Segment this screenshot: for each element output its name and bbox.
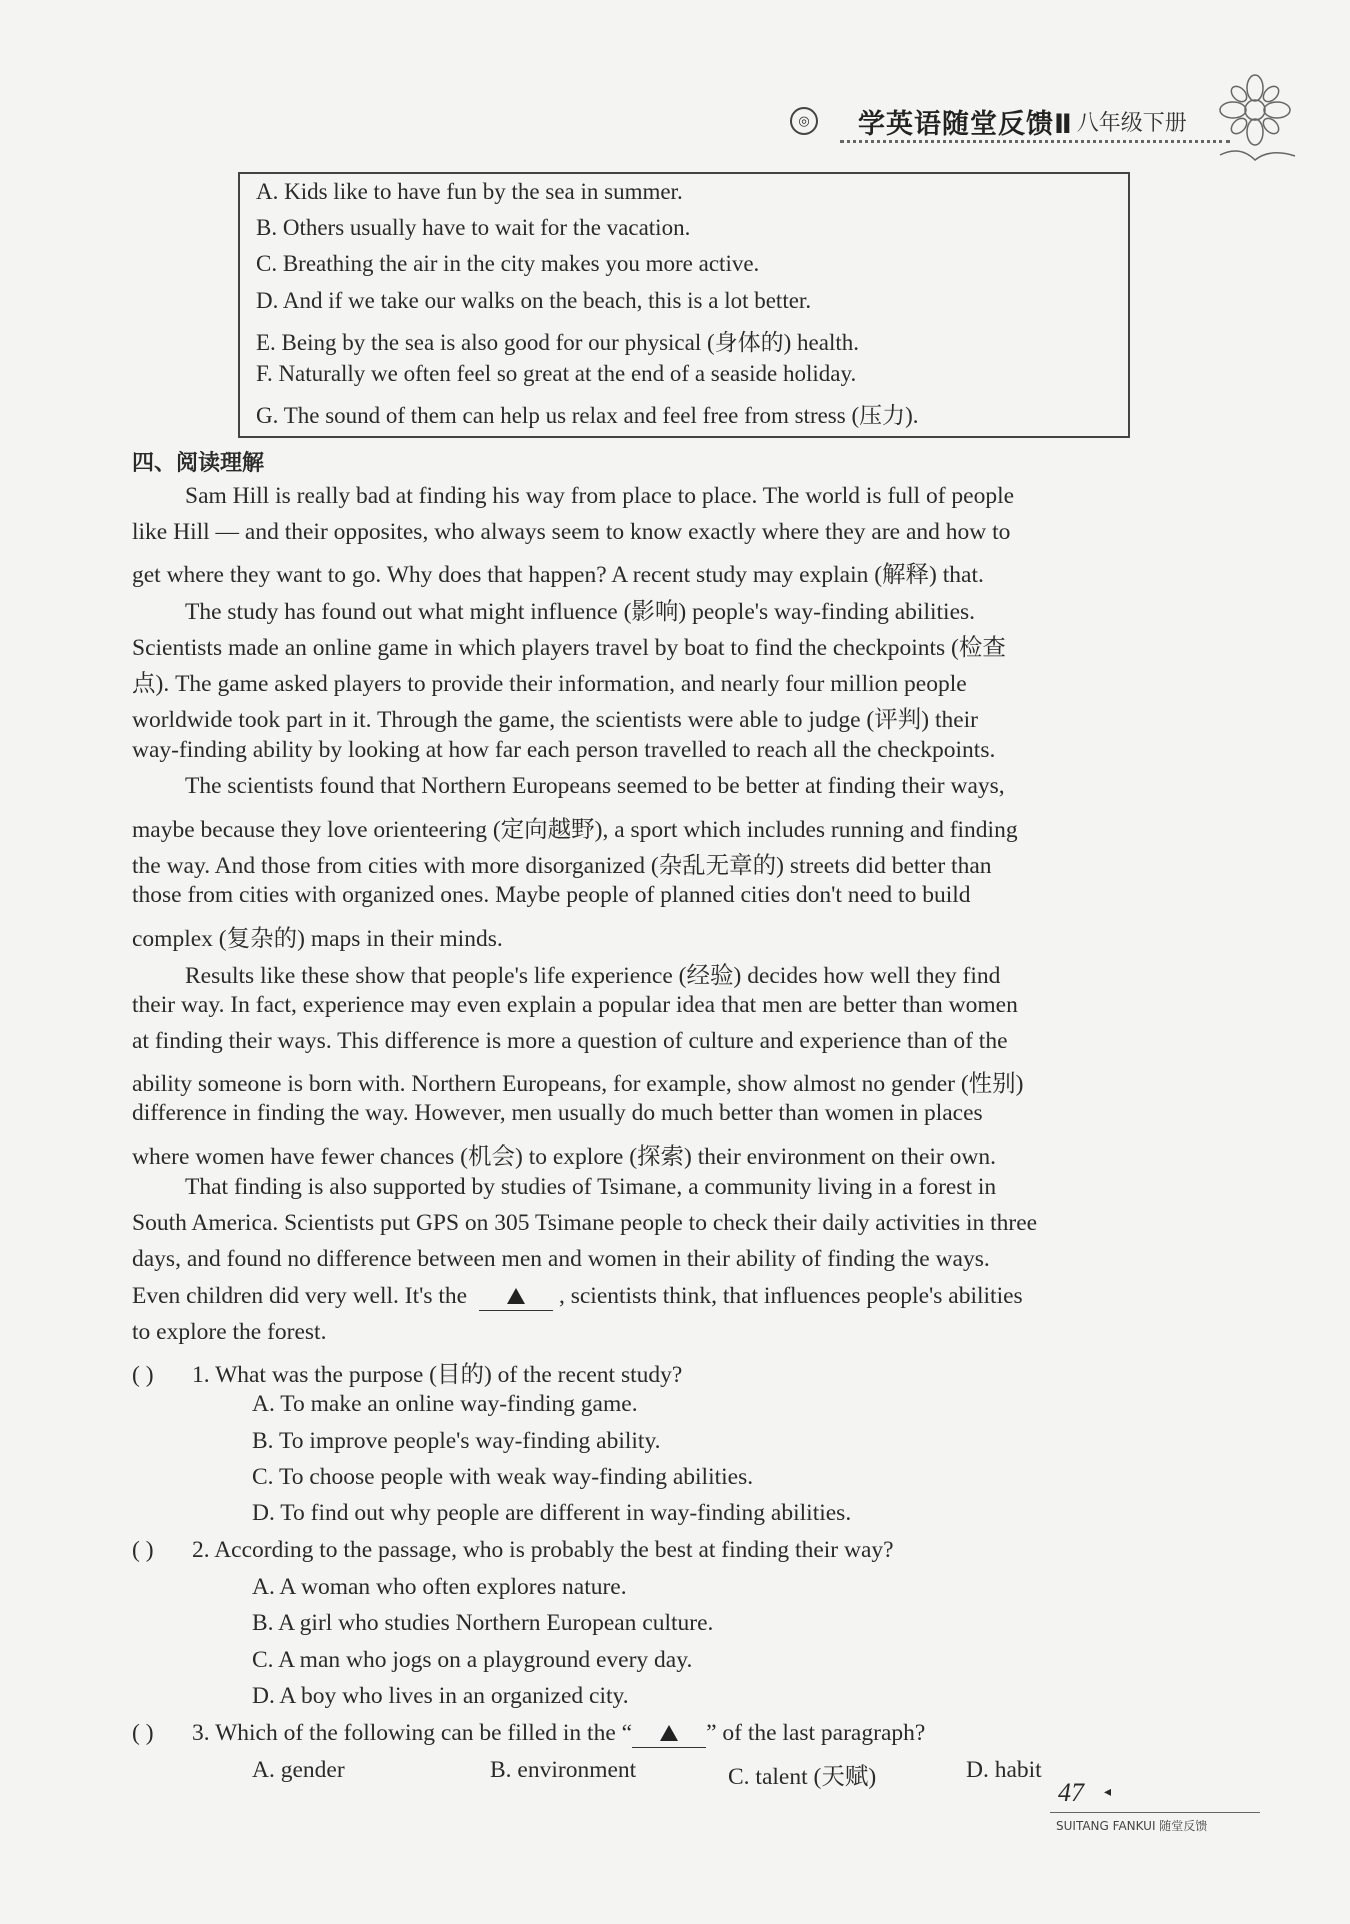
passage-line-end: , scientists think, that influences people's abilities <box>558 1283 1023 1309</box>
page-number: 47 <box>1058 1778 1084 1807</box>
passage-line: Sam Hill is really bad at finding his way from place to place. The world is full of people <box>185 483 1015 509</box>
question-3 <box>132 1720 925 1748</box>
flower-decoration-icon <box>1200 60 1310 170</box>
passage-line <box>132 1283 1023 1311</box>
passage-line: ability someone is born with. Northern Europeans, for example, show almost no gender (性别) <box>132 1071 1024 1097</box>
header-divider <box>840 140 1230 143</box>
choice-2d: D. A boy who lives in an organized city. <box>252 1683 629 1709</box>
passage-line: their way. In fact, experience may even explain a popular idea that men are better than women <box>132 992 1018 1018</box>
answer-blank[interactable]: ( ) <box>132 1537 154 1563</box>
passage-line: like Hill — and their opposites, who always seem to know exactly where they are and how to <box>132 519 1011 545</box>
choice-2a: A. A woman who often explores nature. <box>252 1574 627 1600</box>
option-c: C. Breathing the air in the city makes you more active. <box>256 251 760 276</box>
passage-line: The scientists found that Northern Europeans seemed to be better at finding their ways, <box>185 773 1005 799</box>
option-a: A. Kids like to have fun by the sea in summer. <box>256 179 683 204</box>
footer-divider <box>1050 1812 1260 1813</box>
passage-line: That finding is also supported by studies of Tsimane, a community living in a forest in <box>185 1174 997 1200</box>
option-g: G. The sound of them can help us relax and feel free from stress (压力). <box>256 403 919 428</box>
passage-line: difference in finding the way. However, men usually do much better than women in places <box>132 1100 983 1126</box>
choice-1a: A. To make an online way-finding game. <box>252 1391 638 1417</box>
passage-line: get where they want to go. Why does that happen? A recent study may explain (解释) that. <box>132 562 984 588</box>
page-header <box>790 96 1187 146</box>
choice-1b: B. To improve people's way-finding ability. <box>252 1428 661 1454</box>
section-title: 四、阅读理解 <box>132 451 265 476</box>
choice-3d: D. habit <box>966 1757 1042 1783</box>
passage-line: the way. And those from cities with more disorganized (杂乱无章的) streets did better than <box>132 853 992 879</box>
question-stem: 1. What was the purpose (目的) of the recent study? <box>192 1362 683 1388</box>
choice-2b: B. A girl who studies Northern European culture. <box>252 1610 714 1636</box>
passage-line: way-finding ability by looking at how far each person travelled to reach all the checkpoints. <box>132 737 996 763</box>
choice-3a: A. gender <box>252 1757 345 1783</box>
answer-blank[interactable]: ( ) <box>132 1362 154 1388</box>
passage-line: complex (复杂的) maps in their minds. <box>132 926 503 952</box>
choice-2c: C. A man who jogs on a playground every day. <box>252 1647 693 1673</box>
answer-blank[interactable]: ( ) <box>132 1720 154 1746</box>
triangle-icon <box>507 1288 525 1304</box>
logo-icon: ◎ <box>790 107 818 135</box>
question-stem: 2. According to the passage, who is probably the best at finding their way? <box>192 1537 894 1563</box>
passage-line: where women have fewer chances (机会) to explore (探索) their environment on their own. <box>132 1144 996 1170</box>
header-subtitle: 八年级下册 <box>1076 110 1187 136</box>
question-1 <box>132 1355 682 1389</box>
passage-line-start: Even children did very well. It's the <box>132 1283 468 1309</box>
option-e: E. Being by the sea is also good for our physical (身体的) health. <box>256 330 859 355</box>
header-title: 学英语随堂反馈Ⅱ <box>858 108 1073 140</box>
passage-line: worldwide took part in it. Through the game, the scientists were able to judge (评判) their <box>132 707 979 733</box>
passage-line: The study has found out what might influence (影响) people's way-finding abilities. <box>185 599 976 625</box>
passage-line: Results like these show that people's life experience (经验) decides how well they find <box>185 963 1001 989</box>
choice-3b: B. environment <box>490 1757 637 1783</box>
footer-text: SUITANG FANKUI 随堂反馈 <box>1056 1819 1208 1833</box>
passage-line: maybe because they love orienteering (定向越野), a sport which includes running and finding <box>132 817 1018 843</box>
option-d: D. And if we take our walks on the beach, this is a lot better. <box>256 288 812 313</box>
blank-marker <box>632 1720 706 1748</box>
passage-line: days, and found no difference between men and women in their ability of finding the ways. <box>132 1246 990 1272</box>
option-b: B. Others usually have to wait for the vacation. <box>256 215 691 240</box>
passage-line: South America. Scientists put GPS on 305 Tsimane people to check their daily activities in three <box>132 1210 1038 1236</box>
choice-3c: C. talent (天赋) <box>728 1764 877 1790</box>
arrow-left-icon: ◂ <box>1104 1785 1112 1800</box>
options-box <box>238 172 1130 438</box>
question-2 <box>132 1537 894 1564</box>
passage-line: to explore the forest. <box>132 1319 327 1345</box>
question-stem-end: ” of the last paragraph? <box>706 1720 926 1746</box>
choice-1d: D. To find out why people are different in way-finding abilities. <box>252 1500 852 1526</box>
passage-line: at finding their ways. This difference is more a question of culture and experience than of the <box>132 1028 1008 1054</box>
passage-line: those from cities with organized ones. Maybe people of planned cities don't need to build <box>132 882 971 908</box>
blank-marker <box>479 1283 553 1311</box>
option-f: F. Naturally we often feel so great at the end of a seaside holiday. <box>256 361 857 386</box>
triangle-icon <box>660 1725 678 1741</box>
passage-line: 点). The game asked players to provide their information, and nearly four million people <box>132 671 967 697</box>
choice-1c: C. To choose people with weak way-finding abilities. <box>252 1464 754 1490</box>
passage-line: Scientists made an online game in which players travel by boat to find the checkpoints (检查 <box>132 635 1006 661</box>
question-stem-start: 3. Which of the following can be filled in the “ <box>192 1720 633 1746</box>
